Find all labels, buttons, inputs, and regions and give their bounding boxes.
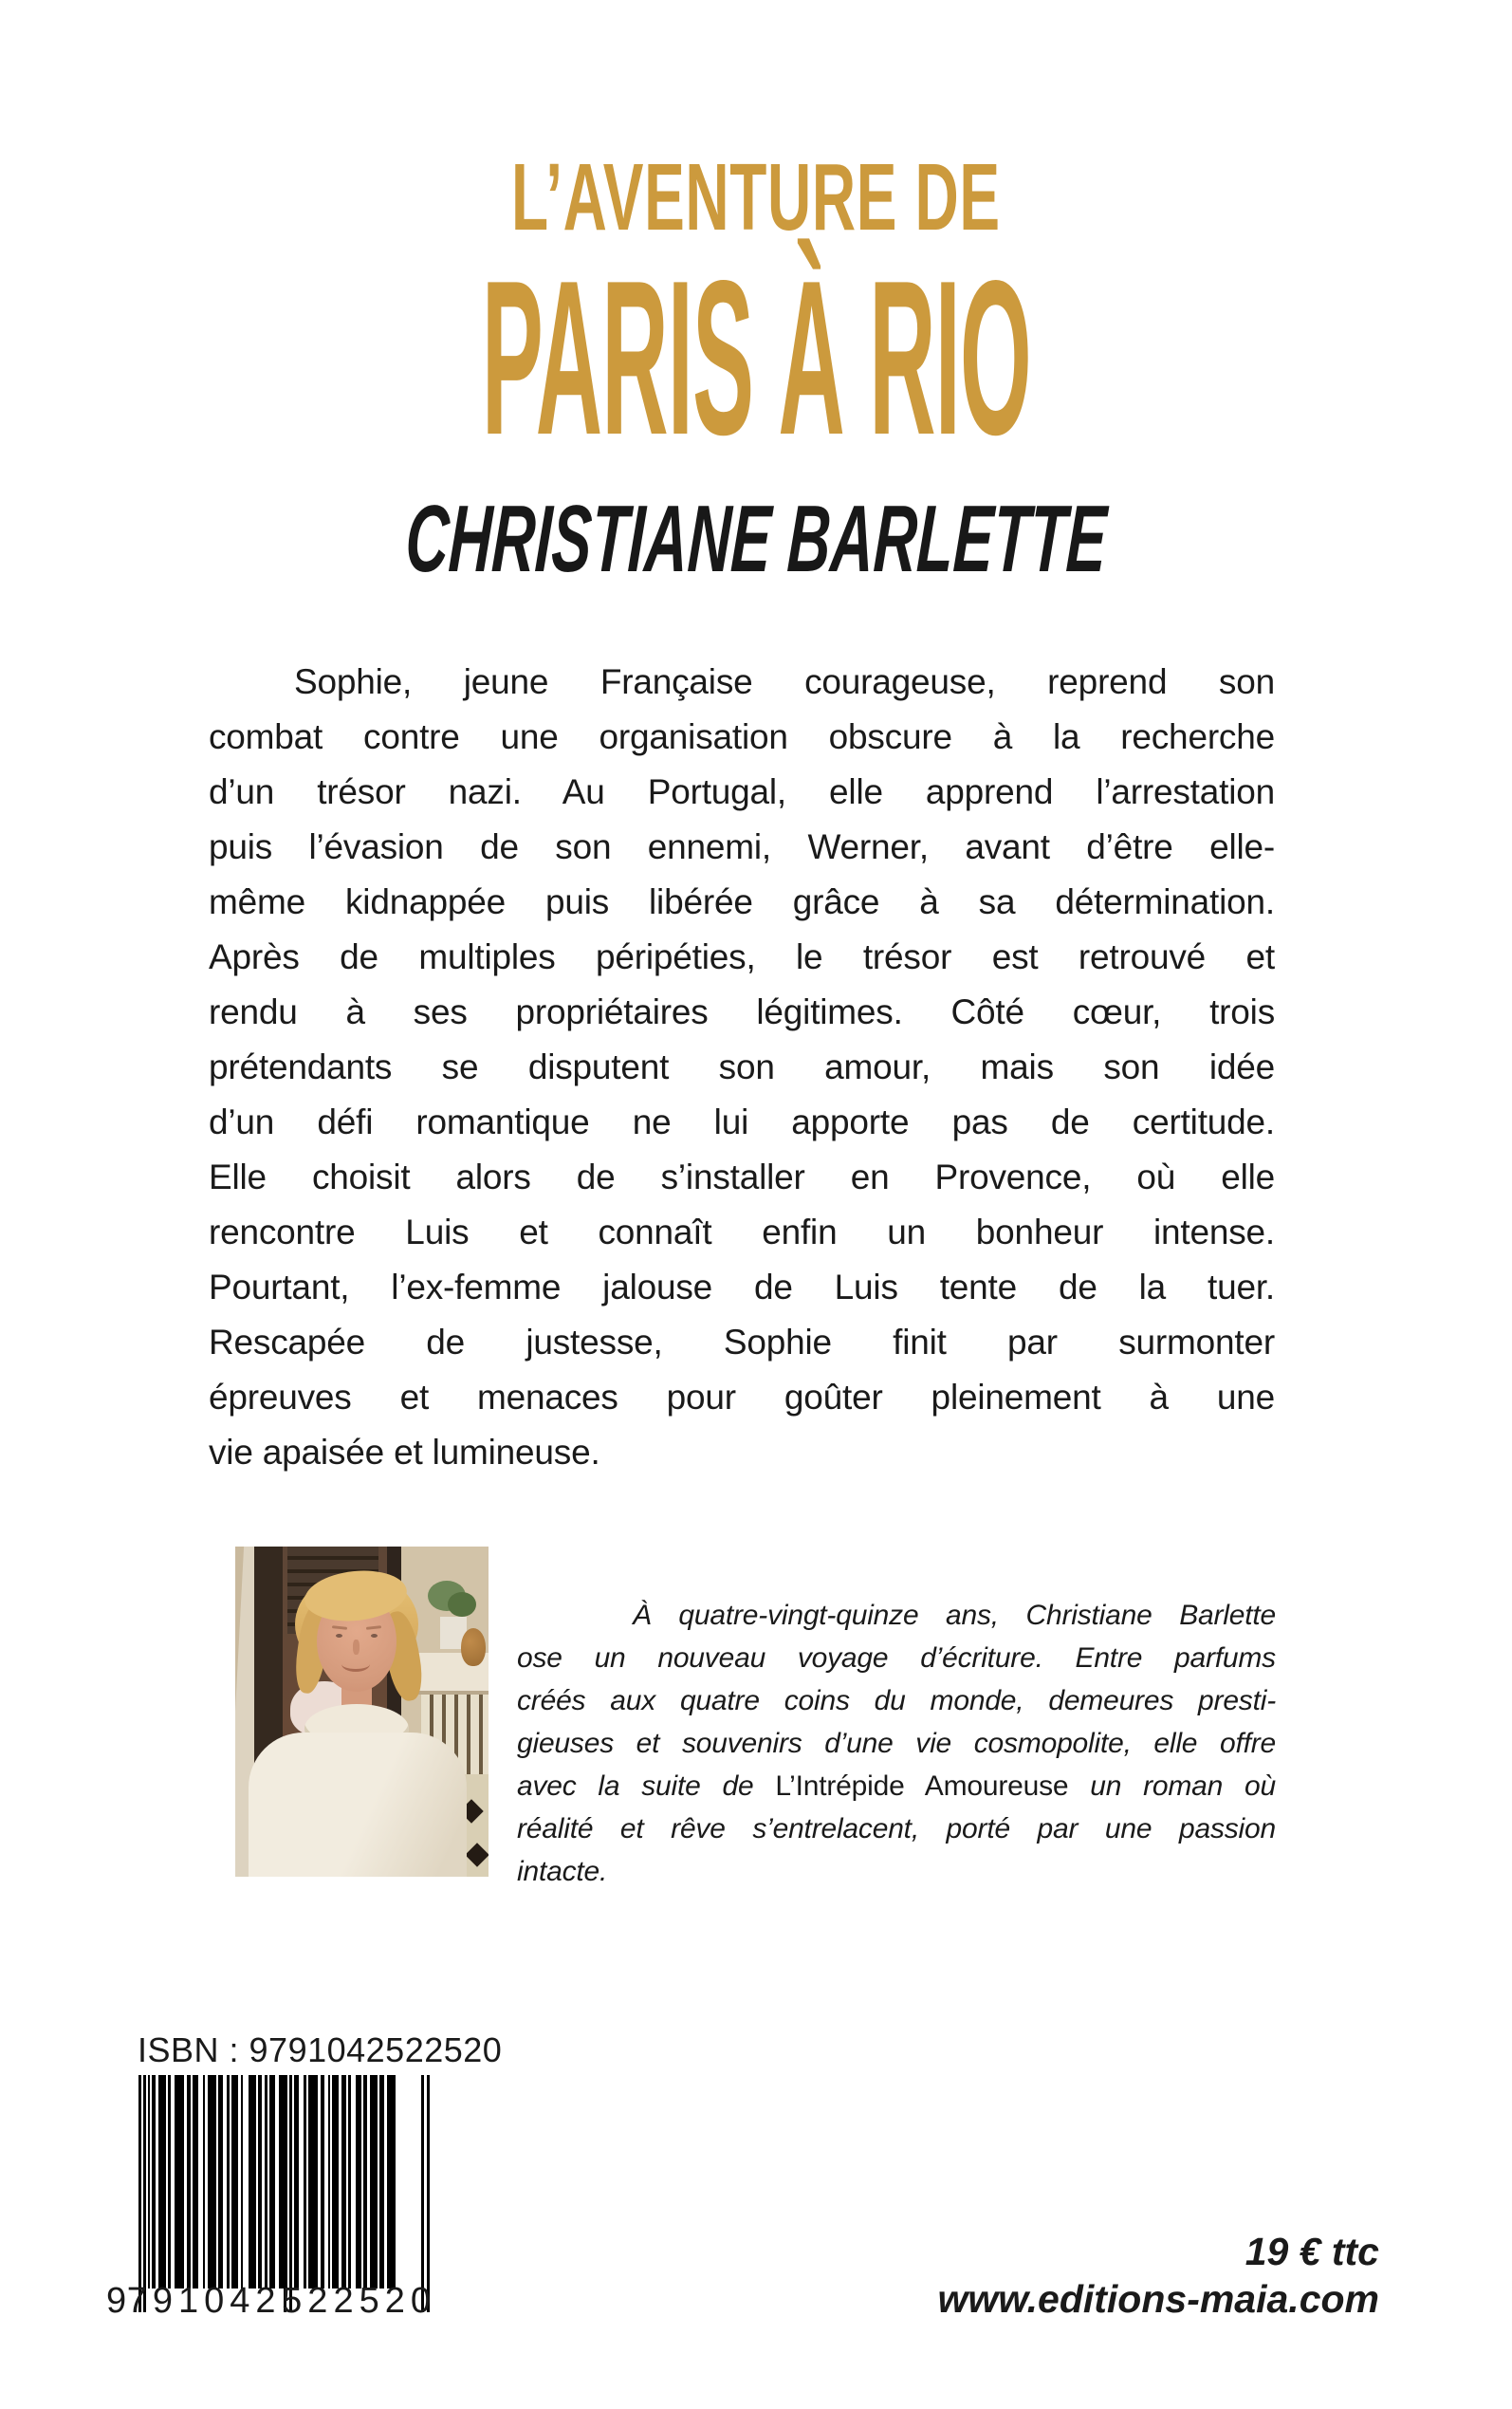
bio-line: À quatre-vingt-quinze ans, Christiane Barlette [633,1600,1276,1631]
barcode-guard-bar [421,2075,424,2312]
barcode-bar [258,2075,262,2289]
price: 19 € ttc [1245,2230,1379,2273]
synopsis-line: prétendants se disputent son amour, mais son idée [209,1047,1275,1086]
author-name-row [0,486,1512,615]
photo-eye [336,1634,342,1638]
isbn-label: ISBN : 9791042522520 [138,2030,503,2069]
barcode-guard-bar [284,2075,286,2312]
barcode-bar [328,2075,330,2289]
synopsis-line: Rescapée de justesse, Sophie finit par surmonter [209,1323,1275,1362]
barcode-bar [321,2075,324,2289]
synopsis-line: d’un défi romantique ne lui apporte pas de certitude. [209,1103,1275,1141]
bio-line: créés aux quatre coins du monde, demeures presti- [517,1685,1276,1716]
synopsis-line: puis l’évasion de son ennemi, Werner, avant d’être elle- [209,827,1275,866]
synopsis-line: Après de multiples péripéties, le trésor est retrouvé et [209,937,1275,976]
book-title-line-1: L’AVENTURE DE [511,144,1001,250]
barcode-bar [348,2075,351,2289]
barcode-bar [249,2075,256,2289]
synopsis-line: rendu à ses propriétaires légitimes. Côté cœur, trois [209,992,1275,1031]
barcode-bar [379,2075,384,2289]
barcode-bar [152,2075,156,2289]
barcode-bar [294,2075,299,2289]
barcode-bar [175,2075,184,2289]
photo-eye [371,1634,378,1638]
synopsis-line: d’un trésor nazi. Au Portugal, elle apprend l’arrestation [209,772,1275,811]
barcode-bar [168,2075,171,2289]
author-photo [235,1547,489,1877]
barcode-bar [231,2075,238,2289]
barcode-bar [363,2075,367,2289]
publisher-website: www.editions-maia.com [937,2277,1379,2321]
synopsis-line: combat contre une organisation obscure à la recherche [209,717,1275,756]
barcode-bar [308,2075,318,2289]
barcode-digit-first: 9 [106,2281,127,2321]
photo-plant-leaf [448,1592,476,1617]
bio-line: réalité et rêve s’entrelacent, porté par une passion [517,1813,1276,1844]
barcode-bar [208,2075,216,2289]
synopsis-line: vie apaisée et lumineuse. [209,1433,600,1472]
author-bio [517,1594,1276,1893]
photo-gourd [461,1628,486,1666]
synopsis-line: Elle choisit alors de s’installer en Provence, où elle [209,1158,1275,1196]
barcode-guard-bar [143,2075,146,2312]
synopsis-line: épreuves et menaces pour goûter pleinement à une [209,1378,1275,1417]
barcode-digit-group: 522520 [282,2281,436,2321]
bio-line: ose un nouveau voyage d’écriture. Entre parfums [517,1642,1276,1674]
barcode-bar [187,2075,191,2289]
barcode-bar [265,2075,267,2289]
barcode-guard-bar [138,2075,141,2312]
barcode-bar [356,2075,361,2289]
barcode-bar [227,2075,230,2289]
barcode-bar [218,2075,223,2289]
barcode-bar [304,2075,306,2289]
barcode-bar [203,2075,205,2289]
barcode-bar [241,2075,243,2289]
photo-lattice-diamond [465,1843,489,1866]
barcode-digit-group: 791042 [126,2281,282,2321]
synopsis-line: Sophie, jeune Française courageuse, reprend son [294,662,1275,701]
synopsis [209,655,1275,1480]
photo-smile [341,1657,370,1672]
synopsis-line: Pourtant, l’ex-femme jalouse de Luis tente de la tuer. [209,1268,1275,1306]
bio-line: intacte. [517,1856,608,1887]
barcode-bar [341,2075,346,2289]
barcode-bar [269,2075,275,2289]
barcode-bar [370,2075,378,2289]
bio-line: avec la suite de L’Intrépide Amoureuse un roman où [517,1770,1276,1802]
barcode-bar [193,2075,198,2289]
barcode-guard-bar [427,2075,430,2312]
barcode-guard-bar [289,2075,292,2312]
barcode-bar [332,2075,339,2289]
bio-line: gieuses et souvenirs d’une vie cosmopolite, elle offre [517,1728,1276,1759]
photo-nose [353,1640,360,1655]
synopsis-line: rencontre Luis et connaît enfin un bonheur intense. [209,1213,1275,1251]
barcode-digits [106,2281,436,2322]
barcode-bar [148,2075,150,2289]
photo-sweater [249,1733,467,1877]
synopsis-line: même kidnappée puis libérée grâce à sa détermination. [209,882,1275,921]
barcode-bar [387,2075,396,2289]
book-title-line-2: PARIS À RIO [481,235,1031,481]
author-name: CHRISTIANE BARLETTE [403,486,1109,592]
barcode-bar [158,2075,166,2289]
